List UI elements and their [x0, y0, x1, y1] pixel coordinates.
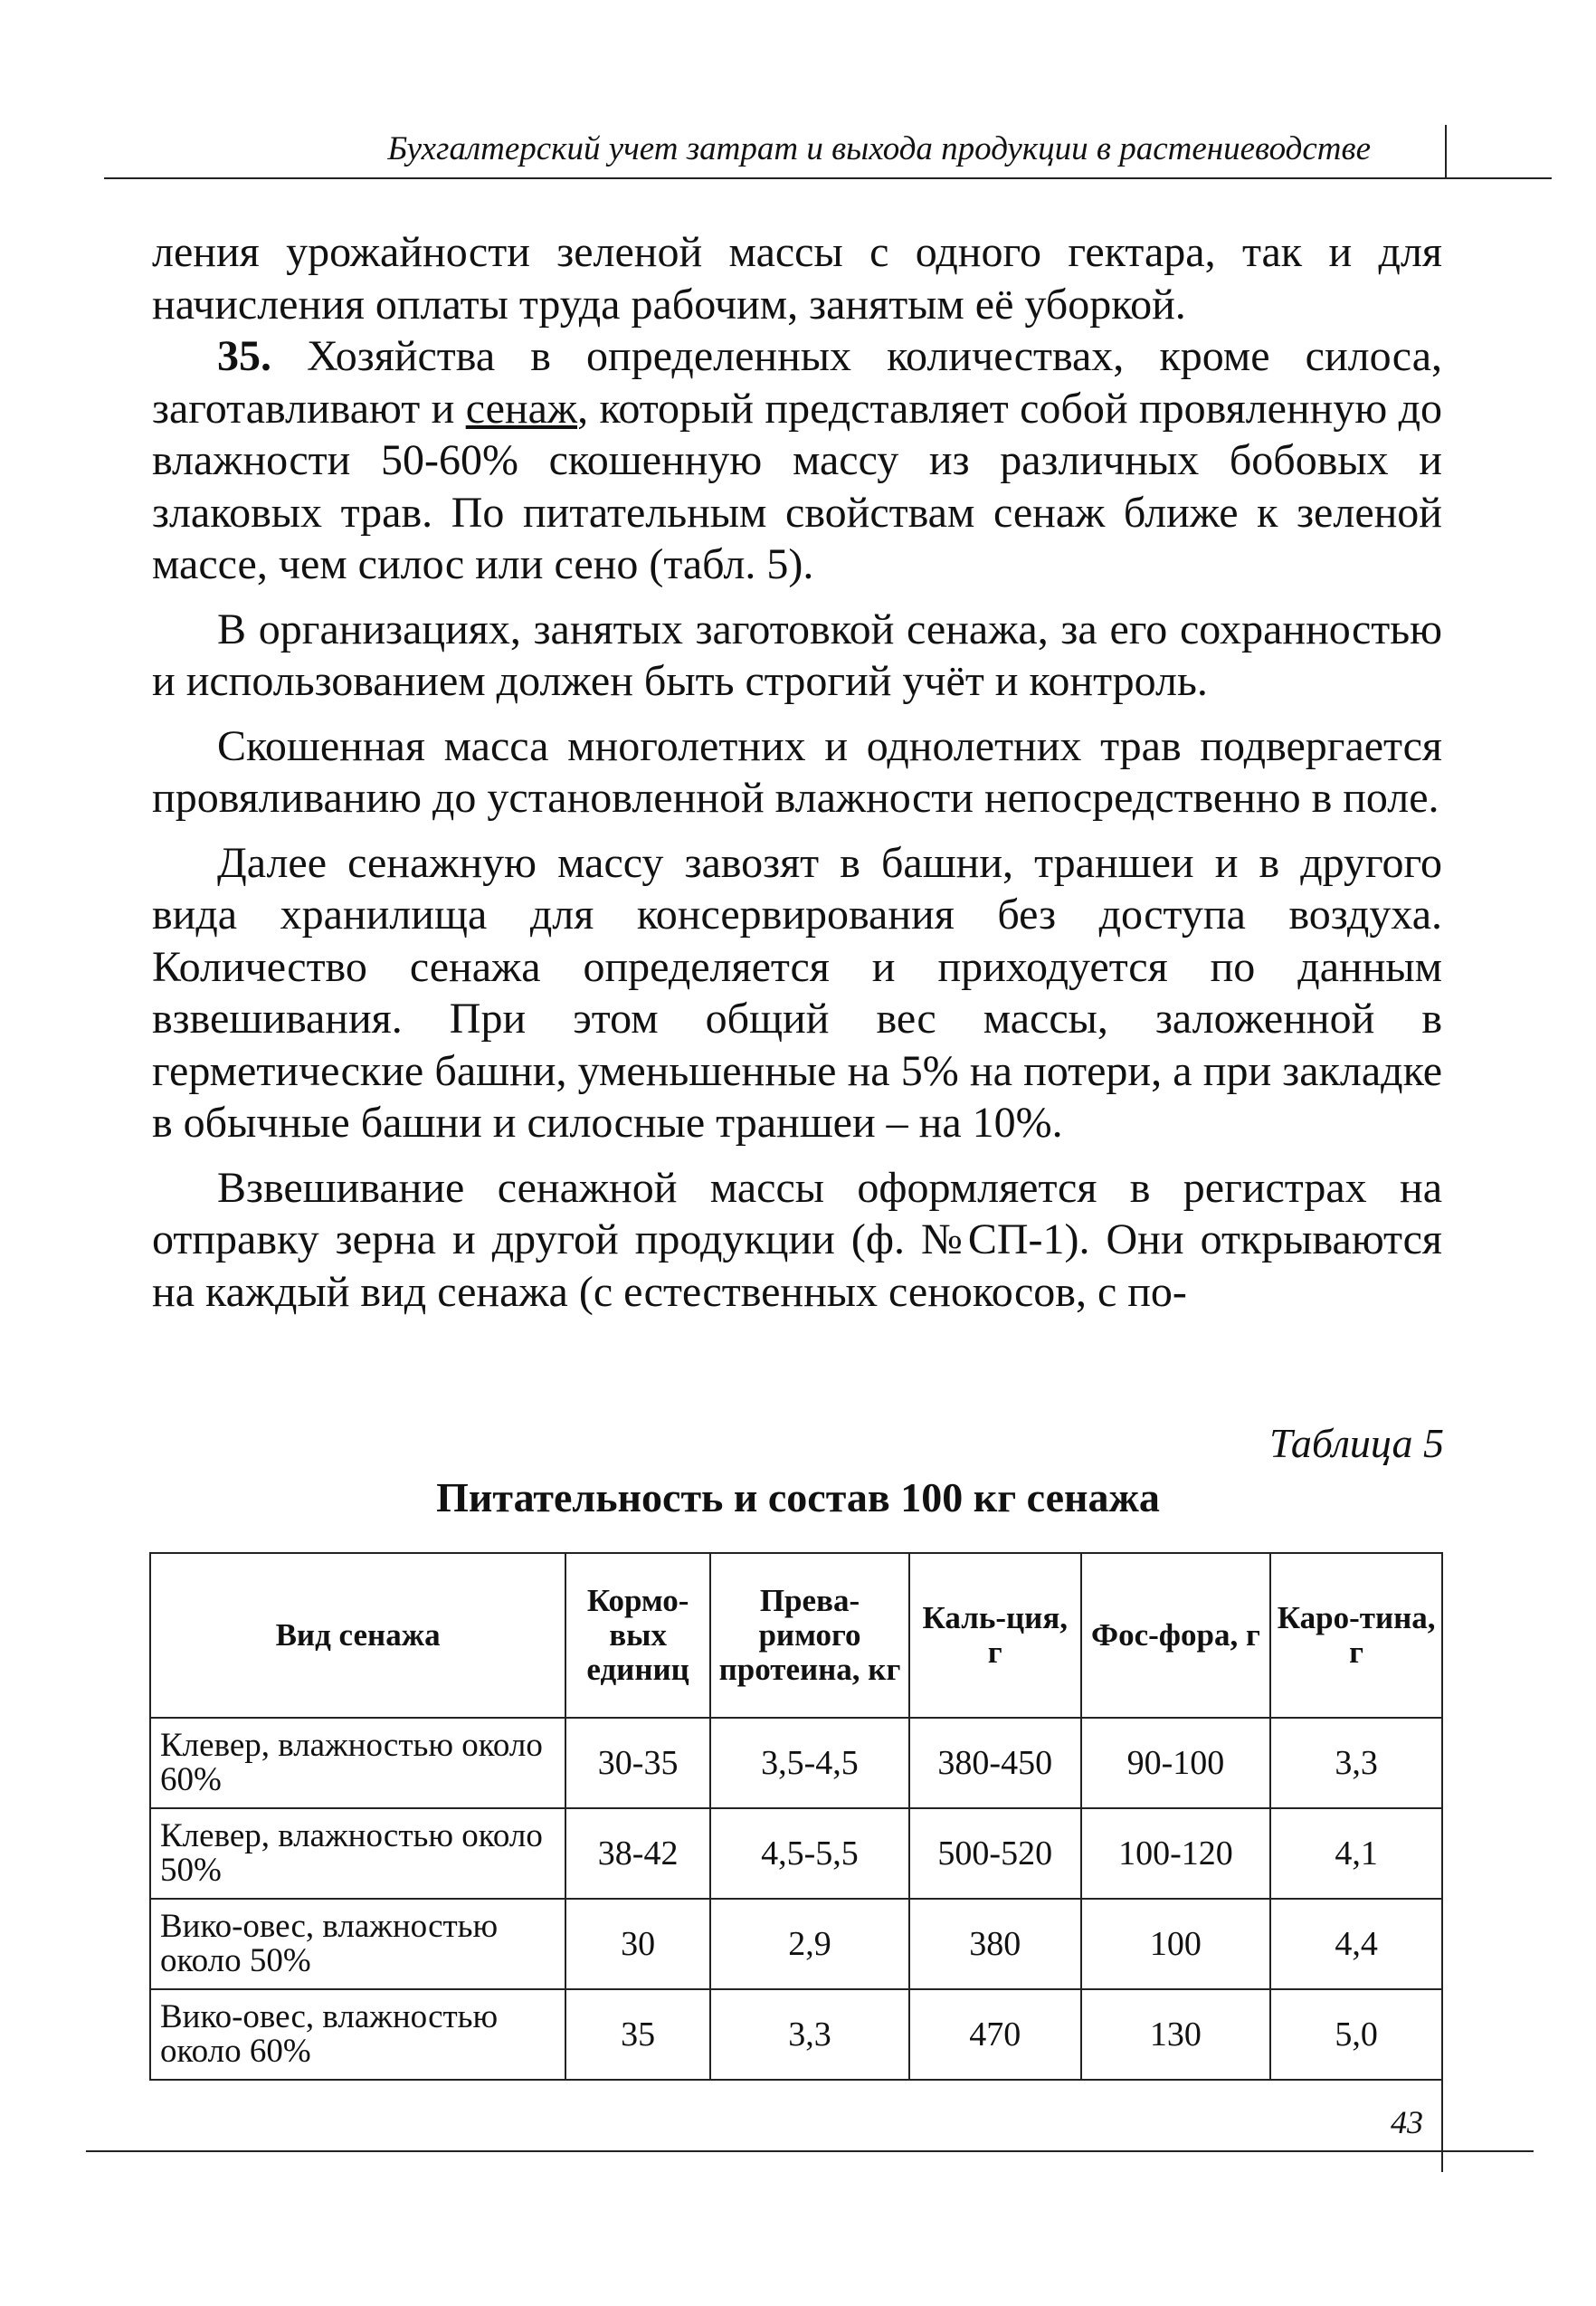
table-row: [150, 1718, 1442, 1808]
header-rule: [104, 177, 1552, 179]
paragraph-6: Взвешивание сенажной массы оформляется в регистрах на отправку зерна и другой продукции (ф. №СП-1). Они открываются на каждый вид сенажа (с естественных сенокосов, с по-: [152, 1163, 1442, 1316]
table-header-row: [150, 1553, 1442, 1718]
table-cell: 30-35: [565, 1718, 710, 1808]
table-cell: 3,3: [710, 1989, 909, 2080]
table-cell: 30: [565, 1899, 710, 1989]
table-cell: 3,3: [1270, 1718, 1442, 1808]
paragraph-1: ления урожайности зеленой массы с одного гектара, так и для начисления оплаты труда рабочим, занятым её уборкой.: [152, 228, 1442, 329]
footer-vertical-rule: [1441, 2073, 1443, 2172]
table-label: Таблица 5: [1268, 1420, 1444, 1466]
paragraph-5: Далее сенажную массу завозят в башни, траншеи и в другого вида хранилища для консервирования без доступа воздуха. Количество сенажа определяется и приходуется по данным взвешивания. При этом общий вес массы, заложенной в герметические башни, уменьшенные на 5% на потери, а при закладке в обычные башни и силосные траншеи – на 10%.: [152, 838, 1442, 1147]
table-row: [150, 1899, 1442, 1989]
table-title: Питательность и состав 100 кг сенажа: [436, 1474, 1160, 1520]
paragraph-2-text-b: , который представляет собой провяленную до влажности 50-60% скошенную массу из различных бобовых и злаковых трав. По питательным свойствам сенаж ближе к зеленой массе, чем силос или сено (табл. 5).: [152, 384, 1443, 588]
paragraph-2-text-a: Хозяйства в определенных количествах, кроме силоса, заготавливают и: [152, 332, 1442, 433]
table-cell: 130: [1081, 1989, 1271, 2080]
page-number: 43: [1391, 2104, 1423, 2140]
header-cell: Фос-фора, г: [1081, 1553, 1271, 1718]
paragraph-number: 35.: [217, 332, 271, 380]
table-cell: Клевер, влажностью около 60%: [150, 1718, 565, 1808]
table-row: [150, 1808, 1442, 1899]
table-cell: 100-120: [1081, 1808, 1271, 1899]
header-vertical-rule: [1445, 125, 1447, 179]
table-cell: Клевер, влажностью около 50%: [150, 1808, 565, 1899]
table-cell: 3,5-4,5: [710, 1718, 909, 1808]
table-cell: 4,5-5,5: [710, 1808, 909, 1899]
term-senazh: сенаж: [465, 384, 578, 433]
table-cell: 5,0: [1270, 1989, 1442, 2080]
nutrition-table: [149, 1552, 1443, 2081]
table-row: [150, 1989, 1442, 2080]
header-cell: Кормо-вых единиц: [565, 1553, 710, 1718]
header-cell: Вид сенажа: [150, 1553, 565, 1718]
paragraph-4: Скошенная масса многолетних и однолетних трав подвергается провяливанию до установленной влажности непосредственно в поле.: [152, 721, 1442, 822]
table-cell: 90-100: [1081, 1718, 1271, 1808]
paragraph-2: [152, 330, 1442, 591]
table-cell: 470: [909, 1989, 1081, 2080]
table-cell: 35: [565, 1989, 710, 2080]
table-cell: 38-42: [565, 1808, 710, 1899]
table-cell: 500-520: [909, 1808, 1081, 1899]
table-cell: 2,9: [710, 1899, 909, 1989]
table-cell: 380-450: [909, 1718, 1081, 1808]
header-cell: Каро-тина, г: [1270, 1553, 1442, 1718]
paragraph-3: В организациях, занятых заготовкой сенажа, за его сохранностью и использованием должен быть строгий учёт и контроль.: [152, 605, 1442, 705]
header-cell: Каль-ция, г: [909, 1553, 1081, 1718]
page-footer: [86, 2100, 1596, 2181]
table-cell: 100: [1081, 1899, 1271, 1989]
table-cell: Вико-овес, влажностью около 60%: [150, 1989, 565, 2080]
header-cell: Прева-римого протеина, кг: [710, 1553, 909, 1718]
body-text: [152, 226, 1442, 1318]
table-cell: 4,4: [1270, 1899, 1442, 1989]
running-title: Бухгалтерский учет затрат и выхода продукции в растениеводстве: [387, 130, 1371, 167]
running-header: [104, 125, 1443, 174]
table-cell: 4,1: [1270, 1808, 1442, 1899]
table-cell: 380: [909, 1899, 1081, 1989]
table-cell: Вико-овес, влажностью около 50%: [150, 1899, 565, 1989]
footer-rule: [86, 2150, 1534, 2152]
